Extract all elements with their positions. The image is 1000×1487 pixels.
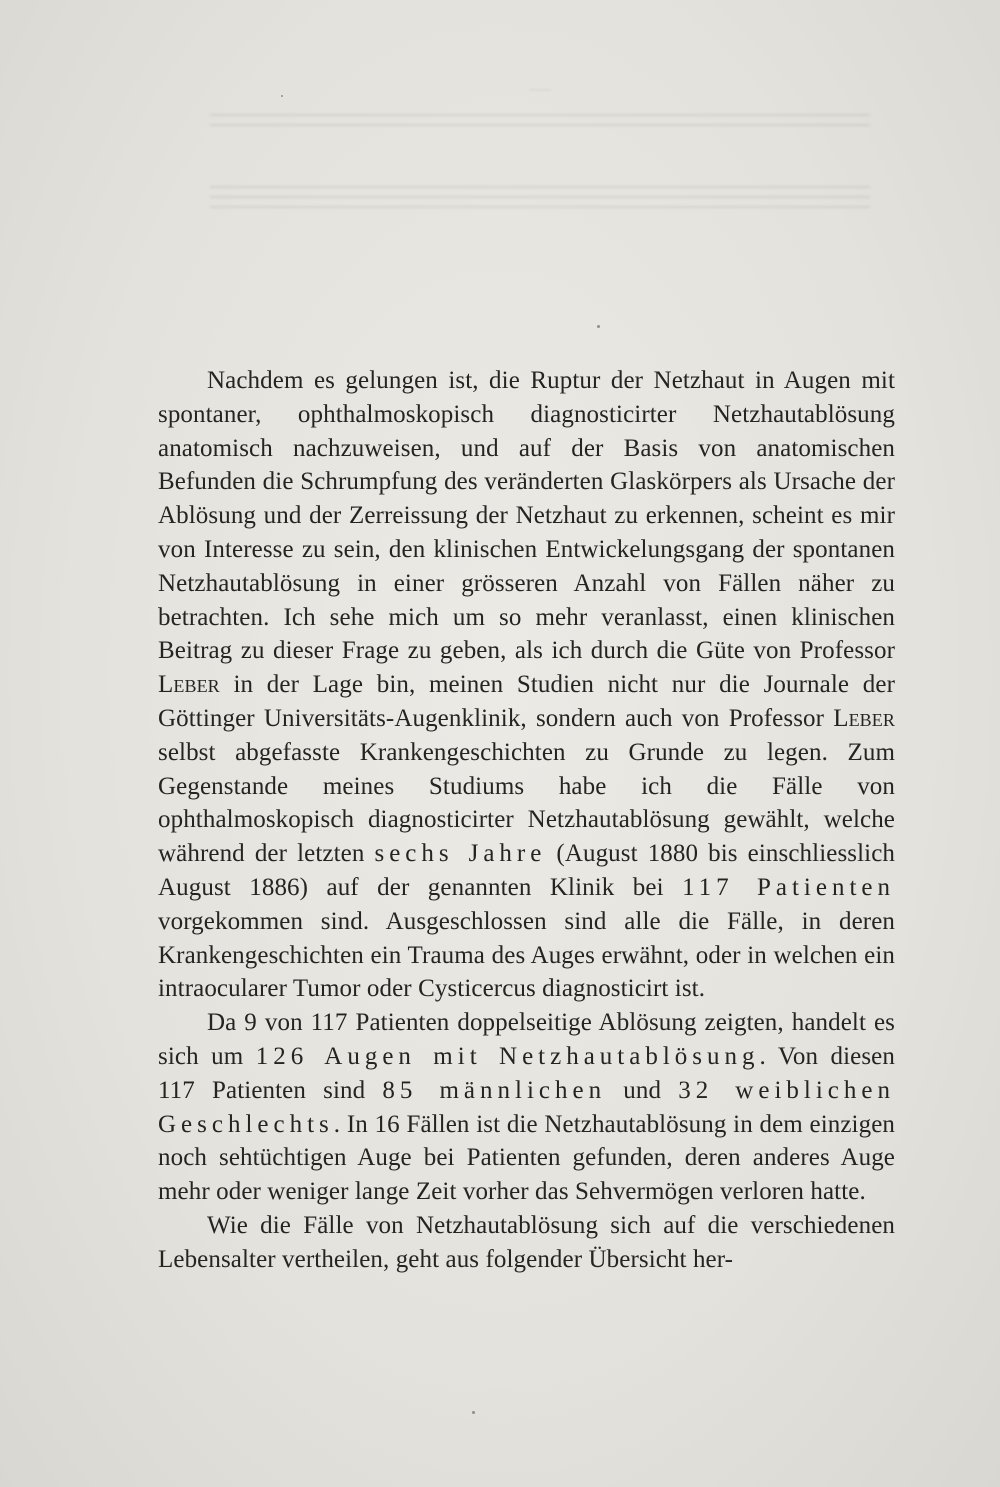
bleed-through-shadow: — xyxy=(170,70,910,350)
paragraph xyxy=(158,1209,895,1277)
text-run: Da 9 von 117 Patienten doppelseitige Ablösung zeigten, handelt es sich um xyxy=(158,1009,895,1070)
spaced-emphasis: 126 Augen mit Netzhautablösung xyxy=(255,1042,760,1070)
text-run: in der Lage bin, meinen Studien nicht nur die Journale der Göttinger Universitäts-Augenklinik, sondern auch von Professor xyxy=(158,671,895,732)
text-run: Wie die Fälle von Netzhautablösung sich auf die verschiedenen Lebensalter vertheilen, geht aus folgender Übersicht her- xyxy=(158,1211,895,1273)
ink-speck xyxy=(597,325,600,328)
author-name: Leber xyxy=(833,704,895,732)
text-run: und xyxy=(606,1076,679,1104)
text-run: vorgekommen sind. Ausgeschlossen sind alle die Fälle, in deren Krankengeschichten ein Trauma des Auges erwähnt, oder in welchen ein intraocularer Tumor oder Cysticercus diagnosticirt ist. xyxy=(158,907,895,1003)
spaced-emphasis: 85 männlichen xyxy=(382,1076,607,1104)
paragraph xyxy=(158,364,895,1006)
paragraph xyxy=(158,1006,895,1209)
text-run: Nachdem es gelungen ist, die Ruptur der Netzhaut in Augen mit spontaner, ophthalmoskopisch diagnosticirter Netzhautablösung anatomisch nachzuweisen, und auf der Basis von anatomischen Befunden die Schrumpfung des veränderten Glaskörpers als Ursache der Ablösung und der Zerreissung der Netzhaut zu erkennen, scheint es mir von Interesse zu sein, den klinischen Entwickelungsgang der spontanen Netzhautablösung in einer grösseren Anzahl von Fällen näher zu betrachten. Ich sehe mich um so mehr veranlasst, einen klinischen Beitrag zu dieser Frage zu geben, als ich durch die Güte von Professor xyxy=(158,367,895,665)
text-run: . In 16 Fällen ist die Netzhautablösung in dem einzigen noch sehtüchtigen Auge bei Patienten gefunden, deren anderes Auge mehr oder weniger lange Zeit vorher das Sehvermögen verloren hatte. xyxy=(158,1110,895,1206)
ink-speck xyxy=(281,95,283,97)
body-text xyxy=(158,364,895,1277)
text-run: (August 1880 bis einschliesslich August 1886) auf der genannten Klinik bei xyxy=(158,840,895,901)
ink-speck xyxy=(472,1411,475,1414)
spaced-emphasis: sechs Jahre xyxy=(374,840,547,868)
spaced-emphasis: 117 Patienten xyxy=(682,873,895,901)
text-run: selbst abgefasste Krankengeschichten zu Grunde zu legen. Zum Gegenstande meines Studiums habe ich die Fälle von ophthalmoskopisch diagnosticirter Netzhautablösung gewählt, welche während der letzten xyxy=(158,738,895,868)
author-name: Leber xyxy=(158,671,220,699)
text-run: . Von diesen 117 Patienten sind xyxy=(158,1042,895,1104)
spaced-emphasis: 32 weiblichen Geschlechts xyxy=(158,1076,895,1138)
